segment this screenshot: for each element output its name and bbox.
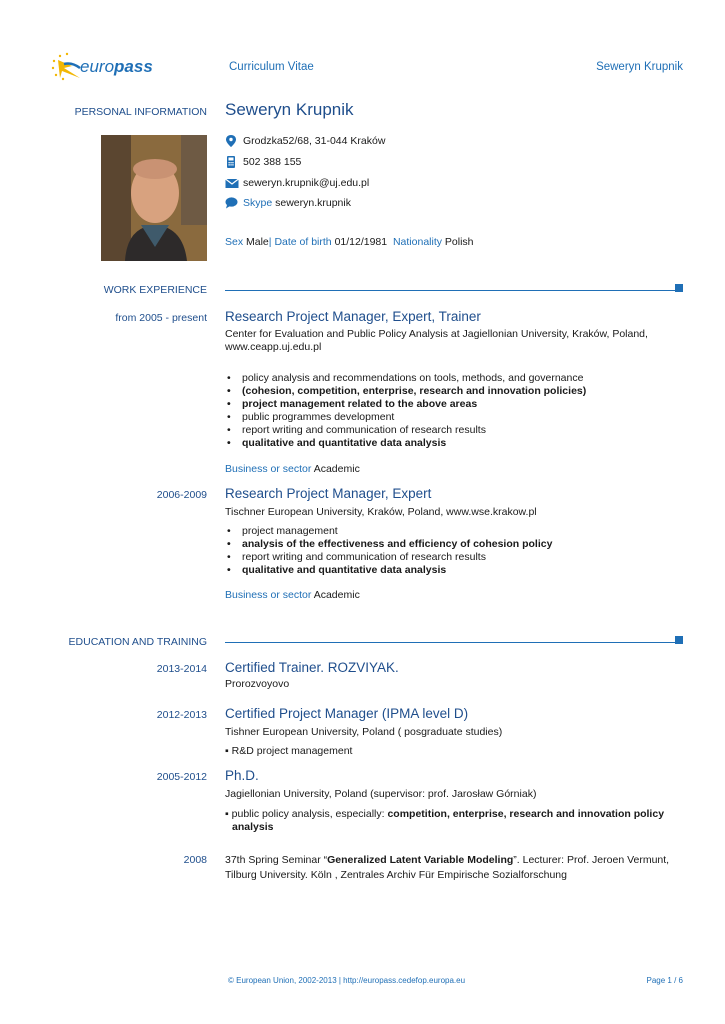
skype-value: seweryn.krupnik bbox=[275, 197, 351, 209]
nationality-label: Nationality bbox=[392, 236, 442, 248]
sector-value: Academic bbox=[313, 463, 360, 475]
edu-bullet-bold-cont: analysis bbox=[232, 821, 274, 833]
dob-value: 01/12/1981 bbox=[334, 236, 388, 248]
edu-dates: 2013-2014 bbox=[156, 663, 207, 675]
dob-label: Date of birth bbox=[274, 236, 332, 248]
logo-text-pass: pass bbox=[114, 57, 153, 76]
list-item: • public programmes development bbox=[225, 411, 586, 424]
edu-title: Ph.D. bbox=[225, 768, 259, 783]
email-icon bbox=[225, 177, 239, 189]
europass-logo bbox=[50, 52, 160, 82]
work-section-square bbox=[675, 284, 683, 292]
list-item: • policy analysis and recommendations on tools, methods, and governance bbox=[225, 372, 586, 385]
education-section-rule bbox=[225, 642, 679, 643]
header-name: Seweryn Krupnik bbox=[596, 61, 683, 73]
edu-title: Certified Trainer. ROZVIYAK. bbox=[225, 660, 399, 675]
edu-bullet-bold: competition, enterprise, research and innovation policy bbox=[387, 808, 665, 820]
job-title: Research Project Manager, Expert bbox=[225, 486, 432, 501]
job-bullets bbox=[225, 372, 586, 450]
education-section-label: EDUCATION AND TRAINING bbox=[68, 636, 207, 648]
profile-photo bbox=[101, 135, 207, 261]
work-section-rule bbox=[225, 290, 679, 291]
footer-copyright[interactable]: © European Union, 2002-2013 | http://europass.cedefop.europa.eu bbox=[228, 976, 466, 985]
edu-dates: 2012-2013 bbox=[156, 709, 207, 721]
work-section-label: WORK EXPERIENCE bbox=[103, 284, 207, 296]
seminar-pre: 37th Spring Seminar “ bbox=[225, 854, 328, 866]
list-item: • (cohesion, competition, enterprise, research and innovation policies) bbox=[225, 385, 586, 398]
list-item: • report writing and communication of research results bbox=[225, 551, 552, 564]
location-icon bbox=[225, 135, 237, 147]
edu-org: Prorozvoyovo bbox=[225, 678, 290, 690]
job-org: Tischner European University, Kraków, Poland, www.wse.krakow.pl bbox=[225, 506, 537, 518]
edu-bullet: R&D project management bbox=[231, 745, 353, 757]
sex-value: Male bbox=[246, 236, 269, 248]
list-item: • qualitative and quantitative data analysis bbox=[225, 564, 552, 577]
list-item: • qualitative and quantitative data analysis bbox=[225, 437, 586, 450]
email[interactable]: seweryn.krupnik@uj.edu.pl bbox=[243, 177, 370, 189]
sector-label: Business or sector bbox=[225, 589, 312, 601]
edu-title: Certified Project Manager (IPMA level D) bbox=[225, 706, 469, 721]
nationality-value: Polish bbox=[444, 236, 474, 248]
phone: 502 388 155 bbox=[243, 156, 302, 168]
job-bullets bbox=[225, 525, 552, 577]
job-org: Center for Evaluation and Public Policy Analysis at Jagiellonian University, Kraków, Poland, bbox=[225, 328, 648, 340]
edu-dates: 2008 bbox=[183, 854, 207, 866]
job-title: Research Project Manager, Expert, Trainer bbox=[225, 309, 481, 324]
personal-section-label: PERSONAL INFORMATION bbox=[74, 106, 207, 118]
page-number: Page 1 / 6 bbox=[646, 976, 683, 985]
sector-value: Academic bbox=[313, 589, 360, 601]
skype-icon bbox=[225, 197, 238, 209]
doc-type: Curriculum Vitae bbox=[229, 61, 314, 73]
edu-org: Tishner European University, Poland ( posgraduate studies) bbox=[225, 726, 503, 738]
edu-org: Jagiellonian University, Poland (supervisor: prof. Jarosław Górniak) bbox=[225, 788, 537, 800]
edu-bullet-pre: public policy analysis, especially: bbox=[231, 808, 388, 820]
person-name: Seweryn Krupnik bbox=[225, 100, 354, 119]
seminar-line2: Tilburg University. Köln , Zentrales Archiv Für Empirische Sozialforschung bbox=[225, 869, 567, 881]
seminar-post: ”. Lecturer: Prof. Jeroen Vermunt, bbox=[513, 854, 670, 866]
job-dates: 2006-2009 bbox=[156, 489, 207, 501]
logo-text-euro: euro bbox=[80, 57, 115, 76]
phone-icon bbox=[225, 156, 237, 168]
list-item: • analysis of the effectiveness and efficiency of cohesion policy bbox=[225, 538, 552, 551]
job-org-url[interactable]: www.ceapp.uj.edu.pl bbox=[225, 341, 322, 353]
skype-label: Skype bbox=[243, 197, 273, 209]
list-item: • report writing and communication of research results bbox=[225, 424, 586, 437]
address: Grodzka52/68, 31-044 Kraków bbox=[243, 135, 386, 147]
list-item: • project management related to the above areas bbox=[225, 398, 586, 411]
list-item: • project management bbox=[225, 525, 552, 538]
sector-label: Business or sector bbox=[225, 463, 312, 475]
sex-label: Sex bbox=[225, 236, 244, 248]
edu-dates: 2005-2012 bbox=[156, 771, 207, 783]
education-section-square bbox=[675, 636, 683, 644]
seminar-title: Generalized Latent Variable Modeling bbox=[327, 854, 514, 866]
job-dates: from 2005 - present bbox=[115, 312, 207, 324]
